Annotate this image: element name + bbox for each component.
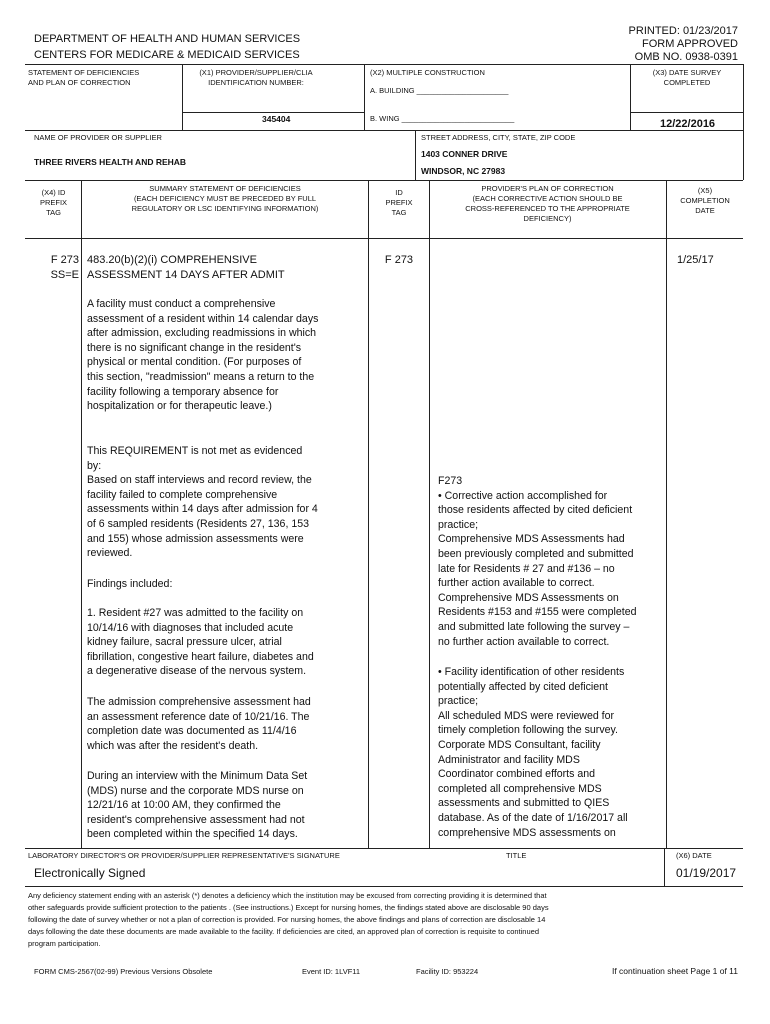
finding-resident-27: 1. Resident #27 was admitted to the facility on 10/14/16 with diagnoses that included acute kidney failure, sacral pressure ulcer, atrial fibrillation, congestive heart failure, diabetes and a degenerative disease of the nervous system. [87,607,314,678]
rule [666,180,667,848]
rule [25,848,743,849]
department-name: DEPARTMENT OF HEALTH AND HUMAN SERVICES [34,33,301,45]
sign-date-value: 01/19/2017 [676,866,737,880]
rule [81,180,82,848]
signature-label: LABORATORY DIRECTOR'S OR PROVIDER/SUPPLIER REPRESENTATIVE'S SIGNATURE [28,851,340,860]
event-id: Event ID: 1LVF11 [302,967,361,976]
statement-label: STATEMENT OF DEFICIENCIES AND PLAN OF CORRECTION [28,68,140,87]
plan-identification: • Facility identification of other residents potentially affected by cited deficient practice; All scheduled MDS were reviewed for timely completion following the survey. Corporate MDS Consultant, facility Administrator and facility MDS Coordinator combined efforts and completed all comprehensive MDS assessments and submitted to QIES database. As of the date of 1/16/2017 all comprehensive MDS assessments on [438,666,628,839]
plan-tag: F 273 [384,254,414,266]
address-label: STREET ADDRESS, CITY, STATE, ZIP CODE [421,133,576,142]
building-label: A. BUILDING ______________________ [370,86,509,95]
disclaimer-text: Any deficiency statement ending with an asterisk (*) denotes a deficiency which the institution may be excused from correcting providing it is determined that other safeguards provide sufficient protection to the patients . (See instructions.) Except for nursing homes, the findings stated above are disclosable 90 days following the date of survey whether or not a plan of correction is provided. For nursing homes, the above findings and plans of correction are disclosable 14 days following the date these documents are made available to the facility. If deficiencies are cited, an approved plan of correction is requisite to continued program participation. [28,891,549,948]
form-number: FORM CMS-2567(02-99) Previous Versions Obsolete [34,967,213,976]
summary-header: SUMMARY STATEMENT OF DEFICIENCIES (EACH DEFICIENCY MUST BE PRECEDED BY FULL REGULATORY OR LSC IDENTIFYING INFORMATION) [131,184,319,213]
sign-date-label: (X6) DATE [676,851,712,860]
provider-id-value: 345404 [262,114,291,124]
id-prefix-header: ID PREFIX TAG [385,188,413,217]
finding-interview: During an interview with the Minimum Data Set (MDS) nurse and the corporate MDS nurse on 12/21/16 at 10:00 AM, they confirmed the resident's comprehensive assessment had not been completed within the specified 14 days. [87,770,308,841]
facility-id: Facility ID: 953224 [416,967,479,976]
provider-id-label: (X1) PROVIDER/SUPPLIER/CLIA IDENTIFICATION NUMBER: [199,68,313,87]
deficiency-title: 483.20(b)(2)(i) COMPREHENSIVE ASSESSMENT 14 DAYS AFTER ADMIT [87,254,285,281]
page-number: If continuation sheet Page 1 of 11 [611,966,738,976]
deficiency-tag: F 273 [50,254,79,266]
regulation-text: A facility must conduct a comprehensive assessment of a resident within 14 calendar days after admission, excluding readmissions in which there is no significant change in the resident's physical or mental condition. (For purposes of this section, "readmission" means a return to the facility following a temporary absence for hospitalization or for therapeutic leave.) [87,298,319,413]
street-address: 1403 CONNER DRIVE [421,149,508,159]
rule [182,112,364,113]
rule [182,64,183,130]
rule [415,130,416,180]
multiple-construction-label: (X2) MULTIPLE CONSTRUCTION [370,68,485,77]
printed-date: PRINTED: 01/23/2017 [628,25,738,37]
rule [743,64,744,180]
survey-date-value: 12/22/2016 [660,118,716,130]
plan-header: PROVIDER'S PLAN OF CORRECTION (EACH CORRECTIVE ACTION SHOULD BE CROSS-REFERENCED TO THE APPROPRIATE DEFICIENCY) [465,184,630,223]
rule [25,180,743,181]
findings-heading: Findings included: [87,578,173,590]
plan-corrective-action: F273 • Corrective action accomplished for those residents affected by cited deficient practice; Comprehensive MDS Assessments had been previously completed and submitted late for Residents # 27 and #136 – no further action available to correct. Comprehensive MDS Assessments on Residents #153 and #155 were completed and submitted late following the survey – no further action available to correct. [438,475,637,648]
rule [429,180,430,848]
rule [368,180,369,848]
x5-header: (X5) COMPLETION DATE [680,186,730,215]
rule [25,130,743,131]
city-state-zip: WINDSOR, NC 27983 [421,166,506,176]
rule [630,112,743,113]
requirement-text: This REQUIREMENT is not met as evidenced by: Based on staff interviews and record review, the facility failed to complete comprehensive assessments within 14 days after admission for 4 of 6 sampled residents (Residents 27, 136, 153 and 155) whose admission assessments were reviewed. [87,445,318,560]
wing-label: B. WING ___________________________ [370,114,515,123]
x4-header: (X4) ID PREFIX TAG [39,188,68,217]
scope-severity: SS=E [50,269,79,281]
signature-value: Electronically Signed [34,866,146,880]
completion-date: 1/25/17 [677,254,714,266]
rule [25,886,743,887]
rule [25,64,743,65]
finding-assessment-dates: The admission comprehensive assessment had an assessment reference date of 10/21/16. The completion date was documented as 11/4/16 which was after the resident's death. [87,696,311,752]
rule [664,848,665,886]
provider-name-value: THREE RIVERS HEALTH AND REHAB [34,157,187,167]
rule [630,64,631,130]
survey-date-label: (X3) DATE SURVEY COMPLETED [652,68,722,87]
rule [25,238,743,239]
rule [364,64,365,130]
form-approved: FORM APPROVED [642,38,738,50]
agency-name: CENTERS FOR MEDICARE & MEDICAID SERVICES [34,49,300,61]
provider-name-label: NAME OF PROVIDER OR SUPPLIER [34,133,162,142]
omb-number: OMB NO. 0938-0391 [634,51,738,63]
title-label: TITLE [506,851,527,860]
